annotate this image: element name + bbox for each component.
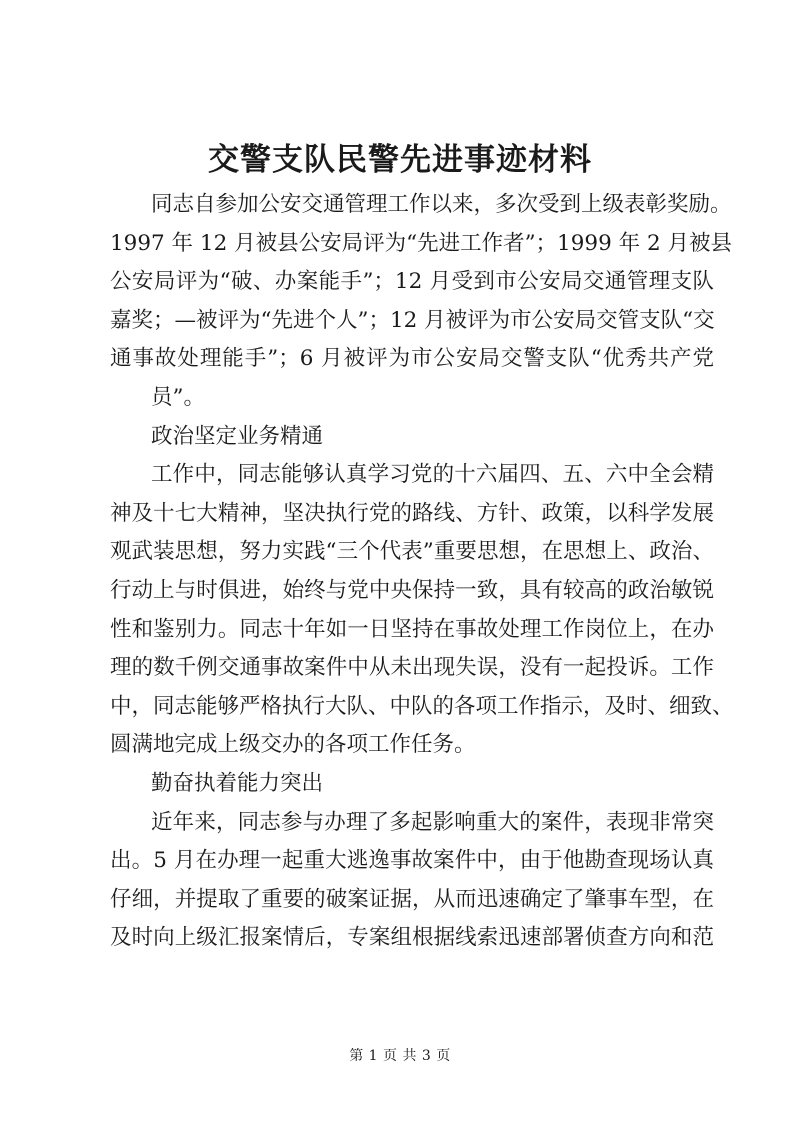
paragraph-line: 行动上与时俱进，始终与党中央保持一致，具有较高的政治敏锐 (110, 577, 714, 603)
paragraph-line: 仔细，并提取了重要的破案证据，从而迅速确定了肇事车型，在 (110, 886, 714, 912)
paragraph-line: 同志自参加公安交通管理工作以来，多次受到上级表彰奖励。 (151, 192, 732, 217)
section-heading: 政治坚定业务精通 (151, 423, 324, 449)
paragraph-line: 近年来，同志参与办理了多起影响重大的案件，表现非常突 (151, 809, 714, 835)
paragraph-line: 通事故处理能手”；6 月被评为市公安局交警支队“优秀共产党 (110, 346, 714, 372)
paragraph-line: 出。5 月在办理一起重大逃逸事故案件中，由于他勘查现场认真 (110, 848, 714, 874)
paragraph-line: 观武装思想，努力实践“三个代表”重要思想，在思想上、政治、 (110, 539, 714, 565)
document-title: 交警支队民警先进事迹材料 (208, 142, 592, 178)
paragraph-line: 神及十七大精神，坚决执行党的路线、方针、政策，以科学发展 (110, 500, 714, 526)
paragraph-line: 嘉奖；—被评为“先进个人”；12 月被评为市公安局交管支队“交 (110, 307, 715, 333)
paragraph (110, 186, 732, 418)
paragraph (110, 804, 714, 958)
paragraph (110, 456, 734, 765)
paragraph-line: 1997 年 12 月被县公安局评为“先进工作者”；1999 年 2 月被县 (110, 230, 732, 256)
document-body (110, 186, 734, 958)
paragraph-line: 中，同志能够严格执行大队、中队的各项工作指示，及时、细致、 (110, 693, 734, 719)
paragraph-line: 员”。 (151, 384, 205, 410)
paragraph-line: 理的数千例交通事故案件中从未出现失误，没有一起投诉。工作 (110, 655, 714, 681)
paragraph-line: 公安局评为“破、办案能手”；12 月受到市公安局交通管理支队 (110, 269, 714, 295)
paragraph-line: 工作中，同志能够认真学习党的十六届四、五、六中全会精 (151, 462, 714, 488)
section-heading: 勤奋执着能力突出 (151, 770, 324, 796)
paragraph-line: 圆满地完成上级交办的各项工作任务。 (110, 732, 476, 758)
paragraph-line: 及时向上级汇报案情后，专案组根据线索迅速部署侦查方向和范 (110, 925, 714, 951)
page-number-footer: 第 1 页 共 3 页 (349, 1048, 451, 1064)
paragraph-line: 性和鉴别力。同志十年如一日坚持在事故处理工作岗位上，在办 (110, 616, 714, 642)
